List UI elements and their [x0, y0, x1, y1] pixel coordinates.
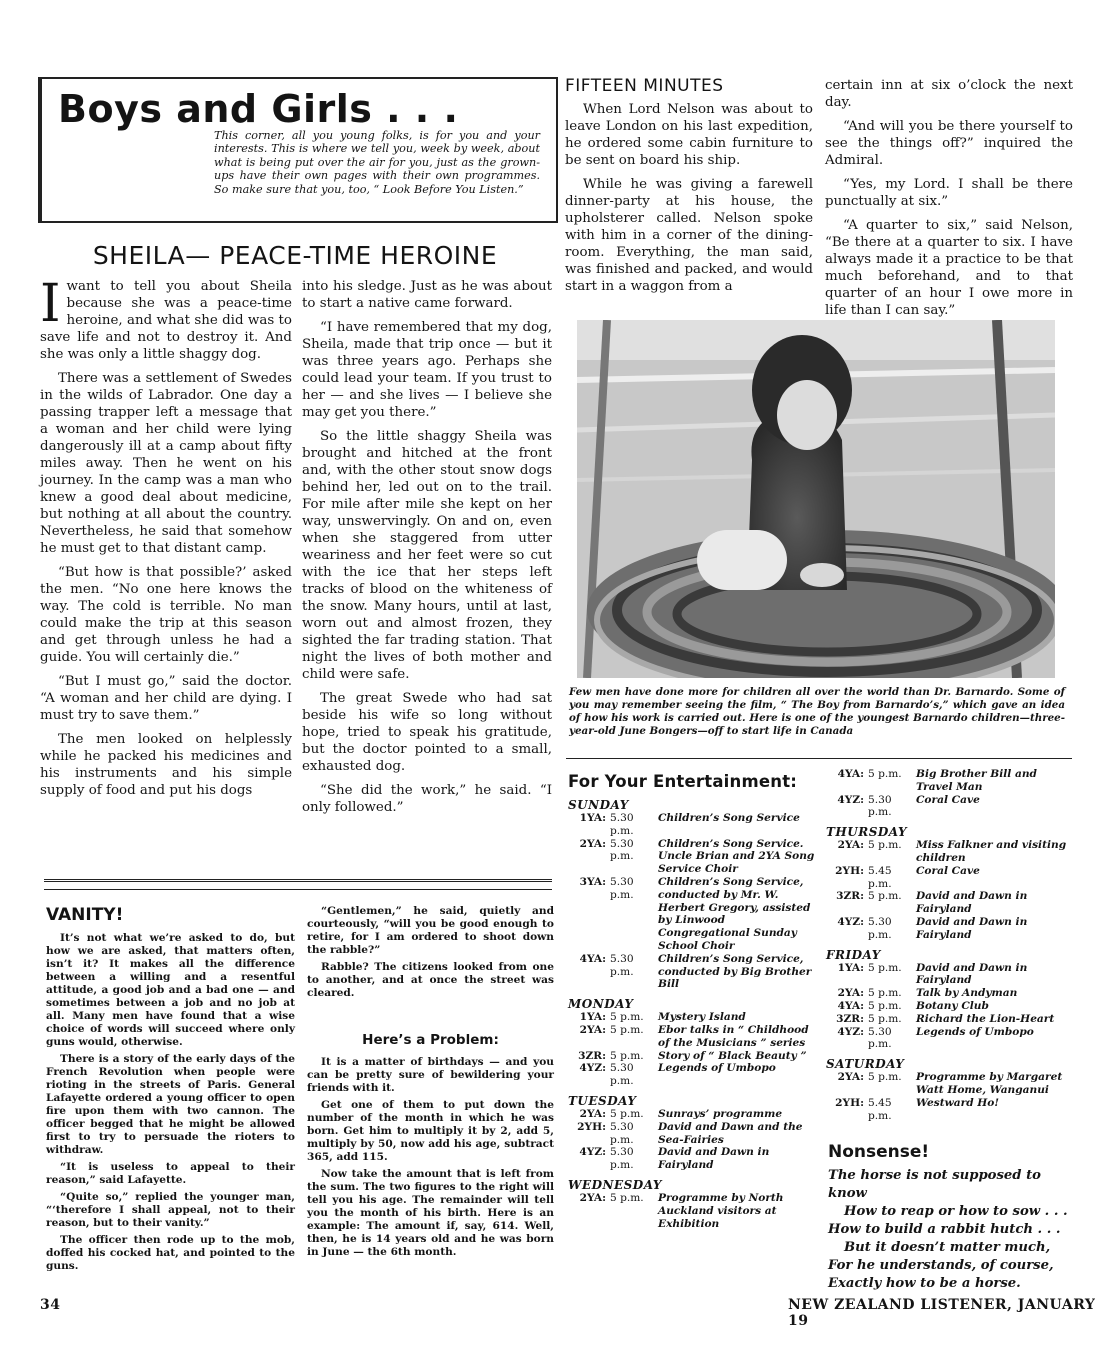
schedule-item [826, 794, 1074, 820]
fifteen-paragraph: While he was giving a farewell dinner-party at his house, the upholsterer called. Nelson spoke with him in a corner of the dining-room. Everything, the man said, was finished and packed, and would start in a waggon from a [565, 177, 813, 294]
schedule-day: SATURDAY [826, 1057, 905, 1072]
schedule-item [826, 1026, 1074, 1052]
program-time: 5.30 p.m. [610, 1146, 634, 1172]
schedule-item [826, 1071, 1074, 1097]
program-title: Big Brother Bill and Travel Man [916, 768, 1037, 793]
sheila-paragraph: “But I must go,” said the doctor. “A woman and her child are dying. I must try to save them.” [40, 674, 292, 723]
problem-paragraph: Get one of them to put down the number of the month in which he was born. Get him to multiply it by 2, add 5, multiply by 50, now add his age, subtract 365, add 115. [307, 1099, 554, 1163]
program-time: 5 p.m. [610, 1107, 644, 1120]
sheila-paragraph: The men looked on helplessly while he packed his medicines and his instruments and his simple supply of food and put his dogs [40, 732, 292, 798]
program-time: 5.45 p.m. [868, 864, 892, 890]
station-label: 2YA: [579, 1191, 606, 1204]
program-title: Children’s Song Service, conducted by Mr. W. Herbert Gregory, assisted by Linwood Congregational Sunday School Choir [658, 875, 811, 952]
sheila-paragraph: “I have remembered that my dog, Sheila, made that trip once — but it was three years ago. Perhaps she could lead your team. If you trust to her — and she lives — I believe she may get you there.” [302, 320, 552, 420]
vanity-paragraph: “Gentlemen,” he said, quietly and courteously, “will you be good enough to retire, for I am ordered to shoot down the rabble?” [307, 905, 554, 956]
photo-june-bongers [577, 320, 1055, 678]
fifteen-paragraph: “A quarter to six,” said Nelson, “Be there at a quarter to six. I have always made it a practice to be that much beforehand, and to that quarter of an hour I owe more in life than I can say.” [825, 218, 1073, 318]
program-time: 5.30 p.m. [868, 915, 892, 941]
page-number: 34 [40, 1297, 61, 1313]
vanity-paragraph: There is a story of the early days of the French Revolution when people were rioting in the streets of Paris. General Lafayette ordered a young officer to open fire upon them with two cannon. The officer begged that he might be allowed first to try to persuade the rioters to withdraw. [46, 1053, 295, 1156]
schedule-day: WEDNESDAY [568, 1177, 662, 1192]
schedule-item [826, 987, 1074, 1000]
program-title: Children’s Song Service, conducted by Big Brother Bill [658, 952, 812, 991]
program-time: 5.30 p.m. [610, 812, 634, 837]
problem-paragraph: It is a matter of birthdays — and you can be pretty sure of bewildering your friends with it. [307, 1056, 554, 1094]
fifteen-col-2 [825, 77, 1073, 326]
program-title: Talk by Andyman [916, 987, 1018, 1000]
program-time: 5.30 p.m. [610, 875, 634, 901]
program-title: David and Dawn in Fairyland [916, 915, 1028, 941]
station-label: 4YZ: [579, 1062, 606, 1075]
station-label: 3ZR: [836, 1012, 864, 1025]
vanity-col-2 [307, 905, 554, 1004]
schedule-item [568, 1050, 818, 1063]
program-title: Programme by North Auckland visitors at Exhibition [658, 1191, 784, 1230]
station-label: 2YH: [835, 1096, 864, 1109]
sheila-paragraph: The great Swede who had sat beside his wife so long without hope, tried to speak his gratitude, but the doctor pointed to a small, exhausted dog. [302, 691, 552, 774]
schedule-item [568, 1108, 818, 1121]
program-time: 5.45 p.m. [868, 1096, 892, 1122]
schedule-item [826, 1097, 1074, 1123]
program-time: 5.30 p.m. [868, 793, 892, 819]
sheila-col-1 [40, 274, 292, 806]
station-label: 4YA: [579, 952, 606, 965]
program-time: 5 p.m. [868, 999, 902, 1012]
program-title: Coral Cave [916, 864, 980, 877]
program-time: 5.30 p.m. [610, 952, 634, 978]
station-label: 2YA: [579, 1023, 606, 1036]
schedule-item [826, 1013, 1074, 1026]
section-divider [44, 879, 552, 882]
schedule-day: THURSDAY [826, 825, 908, 840]
schedule-day: MONDAY [568, 997, 634, 1012]
program-time: 5 p.m. [868, 839, 902, 852]
entertainment-col-2 [826, 768, 1074, 1122]
schedule-item [568, 1121, 818, 1147]
station-label: 2YA: [837, 1071, 864, 1084]
vanity-paragraph: “It is useless to appeal to their reason,” said Lafayette. [46, 1161, 295, 1186]
schedule-item [568, 876, 818, 953]
photo-caption: Few men have done more for children all over the world than Dr. Barnardo. Some of you may remember seeing the film, “ The Boy from Barnardo’s,” which gave an idea of how his work is carried out. Here is one of the youngest Barnardo children—three-year-old June Bongers—off to start life in Canada [569, 686, 1065, 737]
schedule-item [826, 865, 1074, 891]
program-time: 5 p.m. [610, 1023, 644, 1036]
program-title: Richard the Lion-Heart [916, 1012, 1055, 1025]
photo-illustration [577, 320, 1055, 678]
poem-line: The horse is not supposed to know [828, 1168, 1041, 1201]
program-time: 5.30 p.m. [610, 837, 634, 863]
fifteen-col-1 [565, 101, 813, 302]
schedule-day: TUESDAY [568, 1093, 637, 1108]
nonsense-poem [828, 1167, 1076, 1293]
poem-line: How to build a rabbit hutch . . . [828, 1222, 1061, 1237]
sheila-paragraph: into his sledge. Just as he was about to start a native came forward. [302, 279, 552, 311]
program-title: David and Dawn in Fairyland [916, 961, 1028, 987]
schedule-item [568, 1062, 818, 1088]
fifteen-paragraph: When Lord Nelson was about to leave London on his last expedition, he ordered some cabin furniture to be sent on board his ship. [565, 102, 813, 168]
station-label: 2YA: [579, 1107, 606, 1120]
program-title: Legends of Umbopo [916, 1025, 1034, 1038]
schedule-item [826, 768, 1074, 794]
schedule-item [568, 1024, 818, 1050]
station-label: 2YA: [837, 839, 864, 852]
station-label: 4YZ: [837, 793, 864, 806]
fifteen-paragraph: certain inn at six o’clock the next day. [825, 78, 1073, 110]
station-label: 4YZ: [837, 915, 864, 928]
schedule-item [826, 916, 1074, 942]
program-time: 5 p.m. [868, 890, 902, 903]
sheila-paragraph: want to tell you about Sheila because she was a peace-time heroine, and what she did was to save life and not to destroy it. And she was only a little shaggy dog. [40, 279, 292, 362]
vanity-paragraph: The officer then rode up to the mob, doffed his cocked hat, and pointed to the guns. [46, 1234, 295, 1272]
station-label: 4YZ: [579, 1146, 606, 1159]
vanity-title: VANITY! [46, 905, 124, 925]
program-time: 5 p.m. [868, 768, 902, 780]
schedule-item [826, 1000, 1074, 1013]
program-title: Children’s Song Service [658, 812, 800, 824]
poem-line: How to reap or how to sow . . . [844, 1204, 1068, 1219]
program-time: 5 p.m. [610, 1011, 644, 1024]
sheila-col-2 [302, 278, 552, 823]
program-time: 5.30 p.m. [610, 1120, 634, 1146]
program-time: 5.30 p.m. [868, 1025, 892, 1051]
program-title: Children’s Song Service. Uncle Brian and 2YA Song Service Choir [658, 837, 815, 876]
program-title: Ebor talks in “ Childhood of the Musicians ” series [658, 1023, 809, 1049]
schedule-item [826, 890, 1074, 916]
program-title: Coral Cave [916, 793, 980, 806]
poem-line: Exactly how to be a horse. [828, 1276, 1021, 1291]
station-label: 3YA: [579, 875, 606, 888]
station-label: 1YA: [579, 812, 606, 824]
intro-text: This corner, all you young folks, is for you and your interests. This is where we tell you, week by week, about what is being put over the air for you, just as the grown-ups have their own pages with their own programmes. So make sure that you, too, “ Look Before You Listen.” [214, 129, 540, 196]
sheila-title: SHEILA— PEACE-TIME HEROINE [92, 241, 498, 270]
program-title: Programme by Margaret Watt Home, Wanganui [916, 1071, 1063, 1096]
publication-line: NEW ZEALAND LISTENER, JANUARY 19 [788, 1297, 1096, 1329]
fifteen-paragraph: “Yes, my Lord. I shall be there punctually at six.” [825, 177, 1073, 209]
station-label: 2YH: [835, 864, 864, 877]
caption-rule [566, 758, 1072, 759]
station-label: 4YA: [837, 999, 864, 1012]
section-divider [44, 889, 552, 890]
program-time: 5 p.m. [610, 1049, 644, 1062]
station-label: 1YA: [579, 1011, 606, 1024]
fifteen-paragraph: “And will you be there yourself to see the things off?” inquired the Admiral. [825, 119, 1073, 168]
program-title: David and Dawn in Fairyland [658, 1146, 770, 1172]
vanity-paragraph: Rabble? The citizens looked from one to another, and at once the street was cleared. [307, 961, 554, 999]
poem-line: But it doesn’t matter much, [844, 1240, 1051, 1255]
problem-body [307, 1056, 554, 1263]
program-title: Westward Ho! [916, 1096, 1000, 1109]
sheila-paragraph: “She did the work,” he said. “I only followed.” [302, 783, 552, 815]
fifteen-title: FIFTEEN MINUTES [565, 76, 724, 96]
program-time: 5 p.m. [610, 1191, 644, 1204]
entertainment-col-1 [568, 792, 818, 1230]
schedule-item [568, 953, 818, 991]
program-title: Miss Falkner and visiting children [916, 839, 1067, 864]
program-title: Botany Club [916, 999, 989, 1012]
schedule-item [568, 1146, 818, 1172]
problem-title: Here’s a Problem: [362, 1032, 499, 1048]
program-time: 5 p.m. [868, 1012, 902, 1025]
problem-paragraph: Now take the amount that is left from the sum. The two figures to the right will tell you his age. The remainder will tell you the month of his birth. Here is an example: The amount if, say, 614. Well, then, he is 14 years old and he was born in June — the 6th month. [307, 1168, 554, 1258]
station-label: 4YA: [837, 768, 864, 780]
boys-and-girls-box [38, 77, 558, 223]
schedule-day: SUNDAY [568, 798, 629, 812]
program-title: Mystery Island [658, 1011, 746, 1024]
station-label: 2YA: [837, 987, 864, 1000]
program-title: Story of “ Black Beauty ” [658, 1049, 807, 1062]
schedule-item [826, 839, 1074, 865]
schedule-item [568, 1192, 818, 1230]
drop-cap: I [40, 274, 61, 334]
station-label: 1YA: [837, 961, 864, 974]
entertainment-title: For Your Entertainment: [568, 772, 798, 791]
station-label: 2YH: [577, 1120, 606, 1133]
program-title: Sunrays’ programme [658, 1107, 783, 1120]
sheila-paragraph: There was a settlement of Swedes in the wilds of Labrador. One day a passing trapper left a message that a woman and her child were lying dangerously ill at a camp about fifty miles away. Then he went on his journey. In the camp was a man who knew a good deal about medicine, but nothing at all about the country. Nevertheless, he said that somehow he must get to that distant camp. [40, 371, 292, 556]
program-time: 5 p.m. [868, 1071, 902, 1084]
station-label: 3ZR: [836, 890, 864, 903]
section-title: Boys and Girls . . . [58, 87, 459, 131]
program-time: 5 p.m. [868, 987, 902, 1000]
program-title: David and Dawn in Fairyland [916, 890, 1028, 916]
poem-line: For he understands, of course, [828, 1258, 1054, 1273]
station-label: 4YZ: [837, 1025, 864, 1038]
program-title: Legends of Umbopo [658, 1062, 776, 1075]
sheila-paragraph: “But how is that possible?’ asked the men. “No one here knows the way. The cold is terrible. No man could make the trip at this season and get through unless he had a guide. You will certainly die.” [40, 565, 292, 665]
nonsense-title: Nonsense! [828, 1142, 930, 1162]
schedule-item [568, 838, 818, 876]
station-label: 2YA: [579, 837, 606, 850]
station-label: 3ZR: [578, 1049, 606, 1062]
schedule-item [568, 1011, 818, 1024]
vanity-col-1 [46, 932, 295, 1277]
program-time: 5.30 p.m. [610, 1062, 634, 1088]
vanity-paragraph: “Quite so,” replied the younger man, “‘therefore I shall appeal, not to their reason, but to their vanity.” [46, 1191, 295, 1229]
schedule-item [826, 962, 1074, 988]
schedule-day: FRIDAY [826, 947, 881, 962]
vanity-paragraph: It’s not what we’re asked to do, but how we are asked, that matters often, isn’t it? It makes all the difference between a willing and a resentful attitude, a good job and a bad one — and sometimes between a job and no job at all. Many men have found that a wise choice of words will succeed where only guns would, otherwise. [46, 932, 295, 1048]
program-time: 5 p.m. [868, 961, 902, 974]
program-title: David and Dawn and the Sea-Fairies [658, 1120, 803, 1146]
sheila-paragraph: So the little shaggy Sheila was brought and hitched at the front and, with the other stout snow dogs behind her, led out on to the trail. For mile after mile she kept on her way, unswervingly. On and on, even when she staggered from utter weariness and her feet were so cut with the ice that her steps left tracks of blood on the whiteness of the snow. Many hours, until at last, worn out and almost frozen, they sighted the far trading station. That night the lives of both mother and child were safe. [302, 429, 552, 682]
schedule-item [568, 812, 818, 838]
